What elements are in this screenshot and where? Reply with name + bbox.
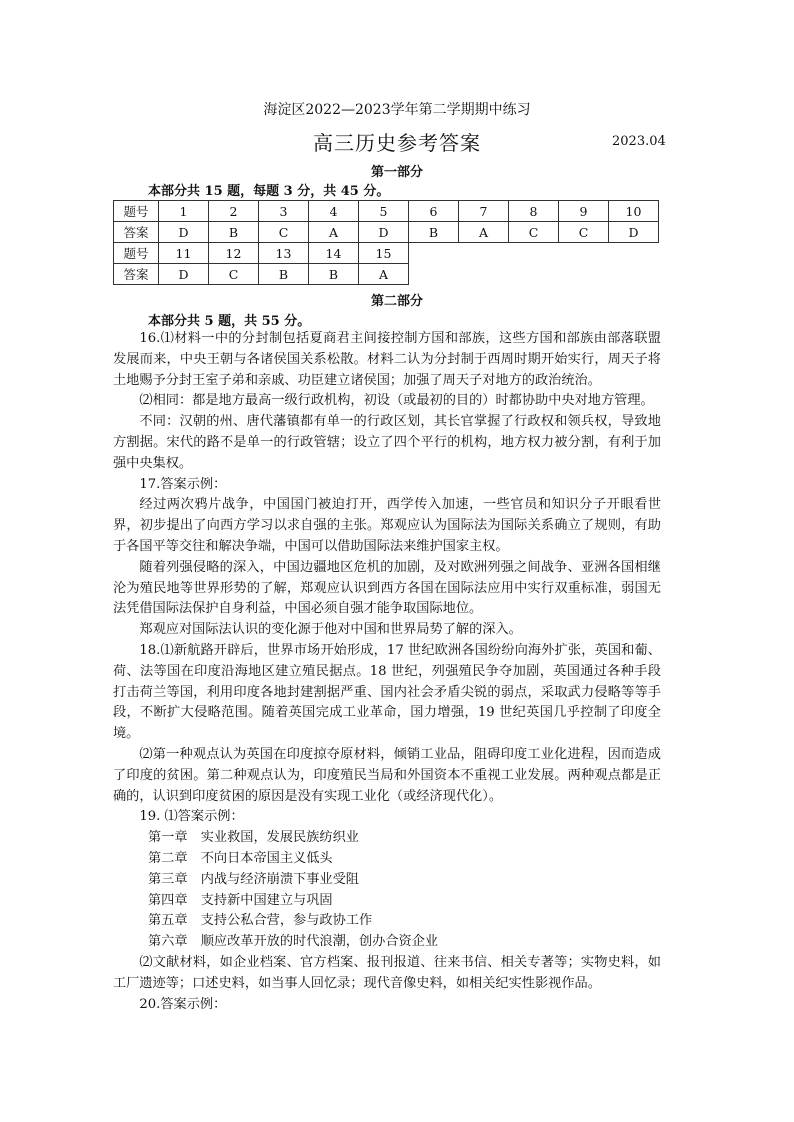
table-cell-number: 7 <box>459 201 509 222</box>
q19-chapter-1: 第一章 实业救国，发展民族纺织业 <box>148 830 359 846</box>
table-cell-number: 1 <box>159 201 209 222</box>
q19-chapter-2: 第二章 不向日本帝国主义低头 <box>148 850 333 866</box>
table-cell-answer: D <box>359 222 409 243</box>
table-cell-number: 4 <box>309 201 359 222</box>
table-cell-answer: C <box>259 222 309 243</box>
table-row-numbers-1 <box>114 201 659 222</box>
q16-part1: 16.⑴材料一中的分封制包括夏商君主间接控制方国和部族，这些方国和部族由部落联盟发展而来，中央王朝与各诸侯国关系松散。材料二认为分封制于西周时期开始实行，周天子将土地赐予分封王室子弟和亲戚、功臣建立诸侯国；加强了周天子对地方的政治统治。 <box>113 331 661 388</box>
table-cell-number: 11 <box>159 243 209 264</box>
table-cell-number: 12 <box>209 243 259 264</box>
q19-chapter-5: 第五章 支持公私合营，参与政协工作 <box>148 913 373 929</box>
table-cell-number: 9 <box>559 201 609 222</box>
table-label-answer: 答案 <box>114 222 159 243</box>
part2-heading: 第二部分 <box>370 294 423 309</box>
document-title: 高三历史参考答案 <box>313 131 481 155</box>
q17-para2: 随着列强侵略的深入，中国边疆地区危机的加剧，及对欧洲列强之间战争、亚洲各国相继沦为殖民地等世界形势的了解，郑观应认识到西方各国在国际法应用中实行双重标准，弱国无法凭借国际法保护自身利益，中国必须自强才能争取国际地位。 <box>113 559 661 617</box>
part2-note: 本部分共 5 题，共 55 分。 <box>148 314 311 329</box>
table-cell-number: 3 <box>259 201 309 222</box>
q19-chapter-4: 第四章 支持新中国建立与巩固 <box>148 892 333 908</box>
table-cell-number: 14 <box>309 243 359 264</box>
q18-part2: ⑵第一种观点认为英国在印度掠夺原材料，倾销工业品，阻碍印度工业化进程，因而造成了印度的贫困。第二种观点认为，印度殖民当局和外国资本不重视工业发展。两种观点都是正确的，认识到印度贫困的原因是没有实现工业化（或经济现代化）。 <box>113 746 661 804</box>
table-cell-number: 10 <box>609 201 659 222</box>
table-cell-number: 5 <box>359 201 409 222</box>
table-cell-answer: C <box>509 222 559 243</box>
q17-para1: 经过两次鸦片战争，中国国门被迫打开，西学传入加速，一些官员和知识分子开眼看世界，初步提出了向西方学习以求自强的主张。郑观应认为国际法为国际关系确立了规则，有助于各国平等交往和解决争端，中国可以借助国际法来维护国家主权。 <box>113 497 661 554</box>
q19-chapter-6: 第六章 顺应改革开放的时代浪潮，创办合资企业 <box>148 934 439 950</box>
table-cell-number: 15 <box>359 243 409 264</box>
table-cell-answer: A <box>459 222 509 243</box>
table-cell-answer: A <box>309 222 359 243</box>
table-cell-answer: A <box>359 264 409 285</box>
table-row-numbers-2 <box>114 243 659 264</box>
table-cell-answer: D <box>159 222 209 243</box>
table-empty <box>409 243 659 264</box>
q19-chapter-3: 第三章 内战与经济崩溃下事业受阻 <box>148 871 359 887</box>
document-date: 2023.04 <box>612 134 666 149</box>
table-label-number: 题号 <box>114 201 159 222</box>
q16-part2-diff: 不同：汉朝的州、唐代藩镇都有单一的行政区划，其长官掌握了行政权和领兵权，导致地方割据。宋代的路不是单一的行政管辖；设立了四个平行的机构，地方权力被分割，有利于加强中央集权。 <box>113 414 661 471</box>
exam-title: 海淀区2022—2023学年第二学期期中练习 <box>263 102 531 118</box>
q20-label: 20.答案示例： <box>139 996 227 1012</box>
table-label-answer: 答案 <box>114 264 159 285</box>
table-cell-answer: B <box>259 264 309 285</box>
table-cell-answer: D <box>609 222 659 243</box>
q17-para3: 郑观应对国际法认识的变化源于他对中国和世界局势了解的深入。 <box>139 622 522 638</box>
q19-part2: ⑵文献材料，如企业档案、官方档案、报刊报道、往来书信、相关专著等；实物史料，如工厂遗迹等；口述史料，如当事人回忆录；现代音像史料，如相关纪实性影视作品。 <box>113 954 661 991</box>
table-row-answers-1 <box>114 222 659 243</box>
table-cell-number: 8 <box>509 201 559 222</box>
answer-table <box>113 200 659 285</box>
table-cell-answer: C <box>559 222 609 243</box>
q18-part1: 18.⑴新航路开辟后，世界市场开始形成，17 世纪欧洲各国纷纷向海外扩张，英国和葡、荷、法等国在印度沿海地区建立殖民据点。18 世纪，列强殖民争夺加剧，英国通过各种手段打击荷兰等国，利用印度各地封建割据严重、国内社会矛盾尖锐的弱点，采取武力侵略等等手段，不断扩大侵略范围。随着英国完成工业革命，国力增强，19 世纪英国几乎控制了印度全境。 <box>113 642 661 742</box>
q17-label: 17.答案示例： <box>139 476 227 492</box>
q19-label: 19. ⑴答案示例： <box>139 809 244 825</box>
answer-body <box>113 329 661 1015</box>
part1-note: 本部分共 15 题，每题 3 分，共 45 分。 <box>148 184 390 199</box>
part1-heading: 第一部分 <box>370 165 423 180</box>
table-empty <box>409 264 659 285</box>
table-cell-number: 2 <box>209 201 259 222</box>
q16-part2-same: ⑵相同：都是地方最高一级行政机构，初设（或最初的目的）时都协助中央对地方管理。 <box>139 393 654 409</box>
table-cell-answer: B <box>309 264 359 285</box>
table-label-number: 题号 <box>114 243 159 264</box>
table-cell-answer: C <box>209 264 259 285</box>
table-cell-number: 13 <box>259 243 309 264</box>
table-cell-answer: D <box>159 264 209 285</box>
table-row-answers-2 <box>114 264 659 285</box>
table-cell-answer: B <box>409 222 459 243</box>
table-cell-answer: B <box>209 222 259 243</box>
table-cell-number: 6 <box>409 201 459 222</box>
